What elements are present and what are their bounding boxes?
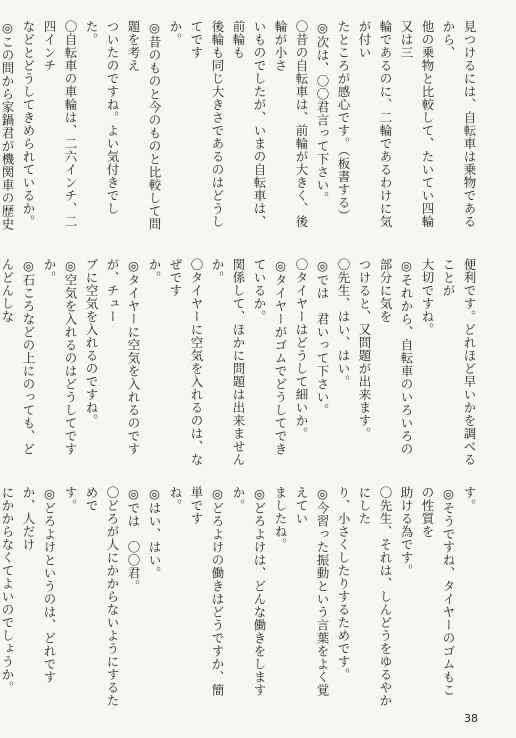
text-line: 大切ですね。	[420, 258, 435, 336]
text-line: り、小さくしたりするためです。	[336, 486, 351, 681]
text-line: ◎では 〇〇君。	[126, 486, 141, 593]
text-line: ◎どろよけというのは、どれですか、人だけ	[21, 486, 57, 684]
text-line: か。	[168, 20, 183, 46]
text-line: つけると、又問題が出来ます。	[357, 258, 372, 440]
text-tier-middle	[0, 258, 480, 466]
text-line: 他の乗物と比較して、たいてい四輪又は三	[399, 20, 435, 228]
text-line: ◎はい、はい。	[147, 486, 162, 580]
text-line: などとどうしてきめられているか。	[21, 20, 36, 228]
text-line: ◎今習った振動という言葉をよく覚えてい	[294, 486, 330, 697]
text-line: ◎どろよけは、どんな働きをしますか。	[231, 486, 267, 697]
text-line: 〇タイヤーに空気を入れるのは、なぜです	[168, 258, 204, 466]
text-line: ◎タイヤーに空気を入れるのですが、チュー	[105, 258, 141, 456]
page-number: 38	[464, 712, 478, 725]
text-line: 助ける為です。	[399, 486, 414, 577]
text-line: いものでしたが、いまの自転車は、前輪も	[231, 20, 267, 228]
text-line: たところが感心です。（板書する）	[336, 20, 351, 222]
text-line: 〇どろが人にかからないようにするためで	[84, 486, 120, 707]
text-line: ◎この問から家鍋君が機関車の歴史	[0, 20, 15, 231]
text-line: ◎石ころなどの上にのっても、どんどんしな	[0, 258, 36, 456]
text-line: す。	[63, 486, 78, 512]
text-line: か。	[147, 258, 162, 284]
text-line: ね。	[168, 486, 183, 512]
text-line: す。	[462, 486, 477, 512]
text-line: 関係して、ほかに問題は出来ませんか。	[210, 258, 246, 466]
text-line: ◎次は、〇〇君言って下さい。	[315, 20, 330, 205]
text-tier-top	[0, 20, 480, 240]
text-line: 見つけるには、自転車は乗物であるから、	[441, 20, 477, 228]
text-line: にかからなくてよいのでしょうか。	[0, 486, 15, 694]
text-line: ◎では 君いって下さい。	[315, 258, 330, 417]
text-line: ◎それから、自転車のいろいろの部分に気を	[378, 258, 414, 456]
text-line: ◎タイヤーがゴムでどうしてできているか。	[252, 258, 288, 456]
text-line: 〇先生、はい、はい。	[336, 258, 351, 388]
text-line: 輪であるのに、二輪であるわけに気が付い	[357, 20, 393, 228]
text-line: ◎昔のものと今のものと比較して問題を考え	[126, 20, 162, 231]
text-tier-bottom	[0, 486, 480, 708]
text-line: ブに空気を入れるのですね。	[84, 258, 99, 427]
text-line: 〇昔の自転車は、前輪が大きく、後輪が小さ	[273, 20, 309, 228]
text-line: ◎空気を入れるのはどうしてですか。	[42, 258, 78, 456]
text-line: 〇先生、それは、しんどうをゆるやかにした	[357, 486, 393, 707]
text-line: ◎どろよけの働きはどうですか、簡単です	[189, 486, 225, 697]
text-line: ついたのですね。よい気付きでした。	[84, 20, 120, 215]
text-line: ◎そうですね、タイヤーのゴムもこの性質を	[420, 486, 456, 697]
text-line: 便利です。どれほど早いかを調べることが	[441, 258, 477, 466]
text-line: 〇自転車の車輪は、二六インチ、二四インチ	[42, 20, 78, 228]
text-line: 後輪も同じ大きさであるのはどうしてです	[189, 20, 225, 228]
text-line: ましたね。	[273, 486, 288, 551]
text-line: 〇タイヤーはどうして細いか。	[294, 258, 309, 440]
